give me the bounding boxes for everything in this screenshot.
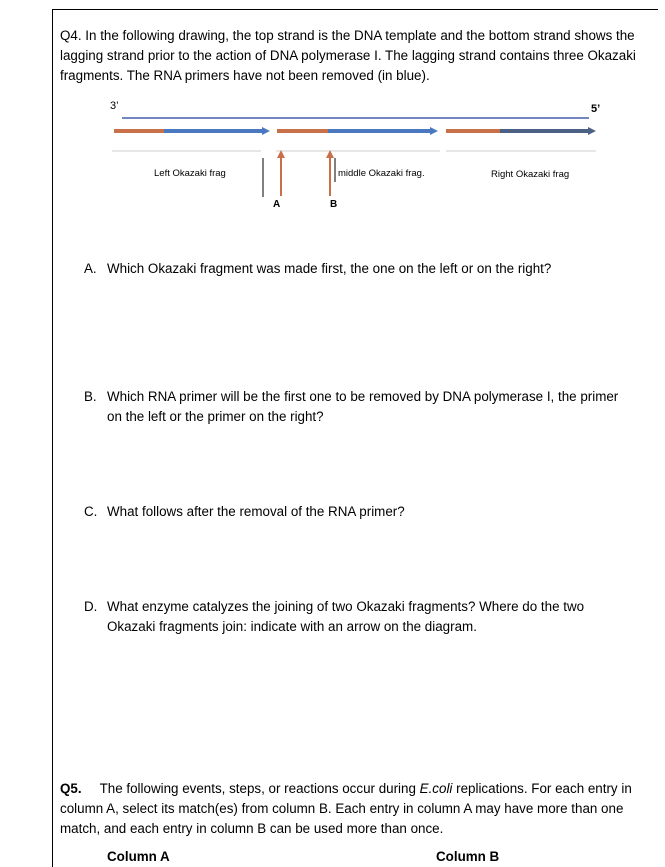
question-c [84, 502, 629, 522]
q5-number: Q5. [60, 781, 82, 796]
template-3prime-label: 3’ [110, 100, 119, 112]
question-d-text: What enzyme catalyzes the joining of two Okazaki fragments? Where do the two Okazaki fragments join: indicate with an arrow on the diagram. [107, 599, 585, 634]
q5-organism: E.coli [419, 781, 453, 796]
right-fragment-label: Right Okazaki frag [491, 169, 570, 180]
fragment-left-arrowhead [262, 127, 270, 135]
fragment-middle-arrowhead [430, 127, 438, 135]
column-a-heading: Column A [107, 849, 170, 864]
fragment-right-arrowhead [588, 127, 596, 135]
question-c-letter: C. [84, 504, 98, 519]
q4-intro-text: Q4. In the following drawing, the top strand is the DNA template and the bottom strand shows the lagging strand prior to the action of DNA polymerase I. The lagging strand contains three Okazaki fragments. The RNA primers have not been removed (in blue). [60, 28, 636, 83]
fragment-right [500, 129, 588, 133]
question-d [84, 597, 629, 637]
question-b-letter: B. [84, 389, 97, 404]
arrow-a-label: A [273, 199, 281, 210]
template-5prime-label: 5’ [591, 103, 601, 115]
question-a-letter: A. [84, 261, 97, 276]
column-b-heading: Column B [436, 849, 500, 864]
question-d-letter: D. [84, 599, 98, 614]
question-c-text: What follows after the removal of the RNA primer? [107, 504, 405, 519]
primer-middle [277, 129, 328, 133]
q5-text-after: replications. For each entry in column A, select its match(es) from column B. Each entry in column A may have more than one match, and each entry in column B can be used more than once. [60, 781, 632, 836]
fragment-middle [328, 129, 430, 133]
arrow-b-label: B [330, 199, 338, 210]
question-b [84, 387, 629, 427]
primer-left [114, 129, 164, 133]
question-a [84, 259, 629, 279]
fragment-left [164, 129, 262, 133]
middle-fragment-label: middle Okazaki frag. [338, 168, 425, 179]
q5-intro [60, 779, 635, 839]
question-b-text: Which RNA primer will be the first one to be removed by DNA polymerase I, the primer on the left or the primer on the right? [107, 389, 619, 424]
q5-text-before: The following events, steps, or reactions occur during [99, 781, 420, 796]
question-a-text: Which Okazaki fragment was made first, the one on the left or on the right? [107, 261, 552, 276]
left-fragment-label: Left Okazaki frag [154, 168, 226, 179]
primer-right [446, 129, 500, 133]
